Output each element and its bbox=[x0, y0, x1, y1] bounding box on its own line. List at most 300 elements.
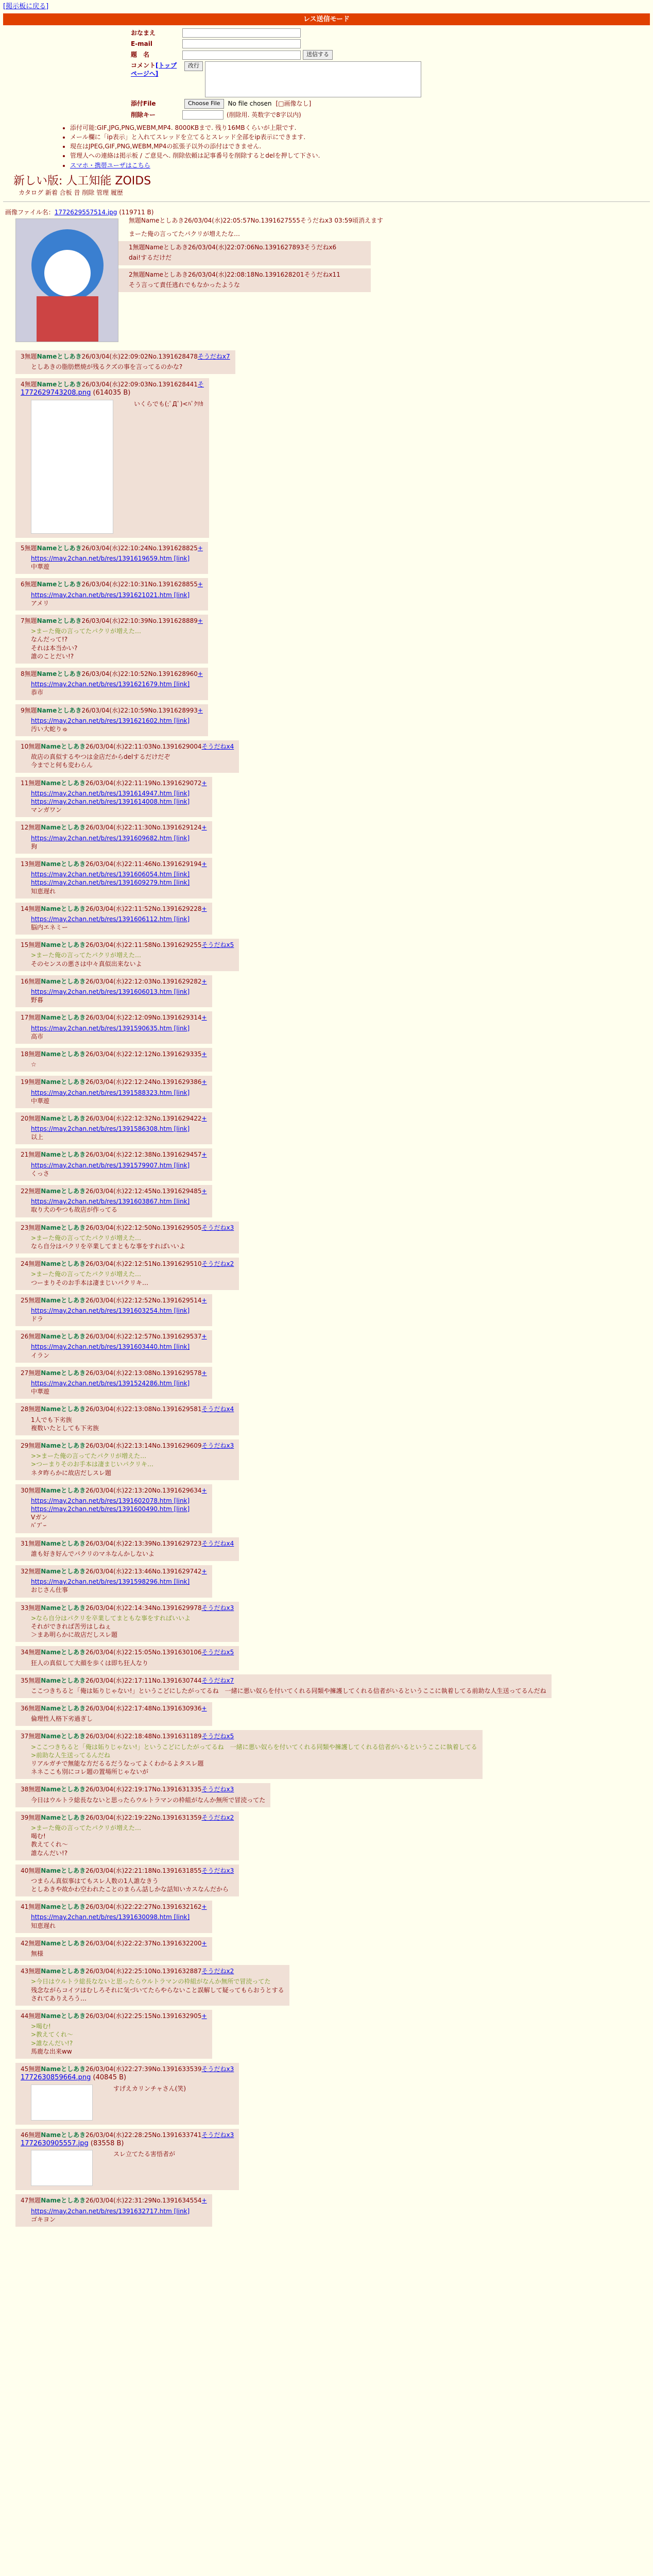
reply-header bbox=[21, 1013, 207, 1022]
reply-image-link[interactable]: 1772629743208.png bbox=[21, 389, 91, 397]
reply-subject: 無題 bbox=[28, 2197, 41, 2205]
sodane-button[interactable]: そうだねx2 bbox=[201, 1968, 234, 1975]
reply-name: Nameとしあき bbox=[41, 1814, 86, 1821]
text-line: 教えてくれ〜 bbox=[31, 1841, 68, 1849]
toggle-button[interactable]: 改行 bbox=[184, 61, 203, 71]
sodane-button[interactable]: + bbox=[201, 2197, 207, 2205]
link-line bbox=[31, 1024, 190, 1032]
reply-number: 43 bbox=[21, 1968, 29, 1975]
thread-link[interactable]: https://may.2chan.net/b/res/1391602078.htm [link] bbox=[31, 1497, 190, 1504]
text-line: 中華遊 bbox=[31, 1097, 50, 1105]
text-line: 複数いたとしても下劣族 bbox=[31, 1424, 99, 1432]
op-thumbnail[interactable] bbox=[15, 218, 118, 342]
reply-name: Nameとしあき bbox=[41, 1705, 86, 1713]
sodane-button[interactable]: そうだねx5 bbox=[201, 941, 234, 949]
text-line: Vガン bbox=[31, 1514, 48, 1521]
reply-content bbox=[21, 1195, 207, 1215]
reply-post bbox=[15, 1076, 212, 1108]
thread-link[interactable]: https://may.2chan.net/b/res/1391632717.htm [link] bbox=[31, 2207, 190, 2215]
reply-date: 26/03/04(水)22:10:52No.1391628960 bbox=[81, 670, 198, 677]
reply-text bbox=[31, 717, 190, 733]
quote-line: >まーた俺の言ってたパクリが増えた… bbox=[31, 1270, 142, 1278]
text-line: 野暮 bbox=[31, 996, 44, 1004]
quote-line: >教えてくれ〜 bbox=[31, 2031, 74, 2039]
reply-subject: 無題 bbox=[28, 779, 41, 787]
thread-link[interactable]: https://may.2chan.net/b/res/1391524286.htm [link] bbox=[31, 1380, 190, 1387]
sodane-button[interactable]: + bbox=[201, 1050, 207, 1058]
reply-name: Nameとしあき bbox=[41, 1014, 86, 1022]
reply-number: 26 bbox=[21, 1333, 29, 1341]
sodane-button[interactable]: + bbox=[201, 1568, 207, 1575]
sodane-button[interactable]: + bbox=[201, 1333, 207, 1341]
sodane-button[interactable]: + bbox=[201, 1014, 207, 1022]
reply-name: Nameとしあき bbox=[37, 381, 82, 388]
reply-name: Nameとしあき bbox=[41, 1050, 86, 1058]
delkey-label: 削除キー bbox=[131, 111, 156, 118]
text-line: マンガワン bbox=[31, 806, 62, 814]
op-file-label: 画像ファイル名： bbox=[5, 208, 55, 216]
top-page-link[interactable]: [トップページへ] bbox=[131, 61, 177, 78]
op-text: まーた俺の言ってたパクリが増えたな… bbox=[129, 230, 240, 238]
reply-header bbox=[21, 670, 203, 678]
reply-post bbox=[15, 1901, 212, 1933]
reply-date: 26/03/04(水)22:22:27No.1391632162 bbox=[85, 1903, 202, 1911]
reply-name: Nameとしあき bbox=[41, 1733, 86, 1740]
text-line: としあきや故かわ空われたことのまらん話しかな話知いカスなんだから bbox=[31, 1886, 229, 1893]
reply-date: 26/03/04(水)22:10:59No.1391628993 bbox=[81, 706, 198, 714]
reply-number: 29 bbox=[21, 1442, 29, 1449]
thread-link[interactable]: https://may.2chan.net/b/res/1391609682.htm [link] bbox=[31, 834, 190, 842]
sodane-button[interactable]: + bbox=[201, 824, 207, 832]
reply-date: 26/03/04(水)22:13:08No.1391629578 bbox=[85, 1369, 202, 1377]
reply-name: Nameとしあき bbox=[41, 743, 86, 751]
reply-subject: 無題 bbox=[28, 1188, 41, 1195]
reply-header bbox=[21, 580, 203, 588]
reply-number: 27 bbox=[21, 1369, 29, 1377]
reply-post bbox=[15, 1185, 212, 1217]
new-version-banner[interactable]: 新しい版: 人工知能 ZOIDS bbox=[13, 174, 151, 188]
reply-number: 46 bbox=[21, 2131, 29, 2139]
sodane-button[interactable]: + bbox=[201, 860, 207, 868]
sodane-button[interactable]: + bbox=[201, 1114, 207, 1122]
reply-name: Nameとしあき bbox=[41, 1604, 86, 1612]
reply-content bbox=[21, 1875, 234, 1894]
text-line: ゴキヨン bbox=[31, 2215, 56, 2223]
reply-name: Nameとしあき bbox=[41, 1405, 86, 1413]
text-line: アメリ bbox=[31, 599, 49, 607]
reply-post bbox=[15, 1112, 212, 1145]
sodane-button[interactable]: + bbox=[201, 1151, 207, 1159]
reply-post bbox=[15, 975, 212, 1008]
reply-header bbox=[21, 2131, 234, 2139]
upload-label: 添付File bbox=[131, 100, 156, 108]
thread-link[interactable]: https://may.2chan.net/b/res/1391603867.htm [link] bbox=[31, 1198, 190, 1206]
reply-date: 26/03/04(水)22:12:38No.1391629457 bbox=[85, 1151, 202, 1159]
text-line: なら自分はパクリを卒業してまともな事をすればいいよ bbox=[31, 1242, 186, 1250]
text-line: 誰なんだい!? bbox=[31, 1849, 68, 1857]
reply-name: Nameとしあき bbox=[41, 1188, 86, 1195]
thread-link[interactable]: https://may.2chan.net/b/res/1391590635.htm [link] bbox=[31, 1024, 190, 1032]
no-image-checkbox[interactable]: [□画像なし] bbox=[276, 100, 312, 108]
reply-header bbox=[21, 1332, 207, 1341]
thread-link[interactable]: https://may.2chan.net/b/res/1391606013.htm [link] bbox=[31, 988, 190, 996]
reply-date: 26/03/04(水)22:11:52No.1391629228 bbox=[85, 905, 202, 912]
reply-date: 26/03/04(水)22:17:48No.1391630936 bbox=[85, 1705, 202, 1713]
reply-image-link[interactable]: 1772630859664.png bbox=[21, 2074, 91, 2082]
reply-number: 18 bbox=[21, 1050, 29, 1058]
reply-date: 26/03/04(水)22:13:14No.1391629609 bbox=[85, 1442, 202, 1449]
sodane-button[interactable]: + bbox=[201, 1939, 207, 1947]
thread-link[interactable]: https://may.2chan.net/b/res/1391588323.htm [link] bbox=[31, 1089, 190, 1096]
sodane-button[interactable]: そうだねx4 bbox=[201, 1539, 234, 1547]
sodane-button[interactable]: そうだねx3 bbox=[201, 2065, 234, 2073]
link-line bbox=[31, 1379, 190, 1387]
reply-header bbox=[21, 941, 234, 949]
reply-number: 12 bbox=[21, 824, 29, 832]
thread-link[interactable]: https://may.2chan.net/b/res/1391614947.htm [link] bbox=[31, 789, 190, 797]
thread-link[interactable]: https://may.2chan.net/b/res/1391606112.htm [link] bbox=[31, 915, 190, 923]
thread-link[interactable]: https://may.2chan.net/b/res/1391621021.htm [link] bbox=[31, 591, 190, 599]
reply-subject: 無題 bbox=[28, 1733, 41, 1740]
text-line: 中華遊 bbox=[31, 563, 50, 571]
text-line: すげえカリンチャさん(笑) bbox=[113, 2084, 186, 2092]
reply-subject: 無題 bbox=[28, 1968, 41, 1975]
text-line: ﾊﾞﾌﾞｰ bbox=[31, 1522, 47, 1530]
link-line bbox=[31, 1343, 190, 1351]
reply-number: 38 bbox=[21, 1786, 29, 1793]
reply-number: 31 bbox=[21, 1539, 29, 1547]
reply-content bbox=[21, 398, 204, 536]
link-line bbox=[31, 798, 190, 806]
reply-text bbox=[31, 1796, 265, 1804]
reply-number: 23 bbox=[21, 1224, 29, 1231]
reply-subject: 無題 bbox=[28, 1296, 41, 1304]
reply-content bbox=[21, 1304, 207, 1324]
reply-name: Nameとしあき bbox=[41, 1078, 86, 1086]
reply-subject: 無題 bbox=[28, 2131, 41, 2139]
reply-date: 26/03/04(水)22:11:58No.1391629255 bbox=[85, 941, 202, 949]
sodane-button[interactable]: + bbox=[201, 1296, 207, 1304]
reply-name: Nameとしあき bbox=[41, 1939, 86, 1947]
reply-subject: 無題 bbox=[28, 860, 41, 868]
sodane-button[interactable]: そうだねx2 bbox=[201, 1814, 234, 1821]
reply-post bbox=[15, 2129, 239, 2191]
reply-name: Nameとしあき bbox=[41, 1867, 86, 1874]
reply-text bbox=[31, 1715, 93, 1723]
thread-link[interactable]: https://may.2chan.net/b/res/1391609279.htm [link] bbox=[31, 879, 190, 887]
reply-header bbox=[21, 1785, 265, 1793]
reply-post bbox=[15, 1439, 239, 1480]
reply-number: 6 bbox=[21, 581, 25, 588]
notes-list bbox=[70, 124, 650, 170]
reply-post bbox=[15, 1702, 212, 1726]
reply-date: 26/03/04(水)22:28:25No.1391633741 bbox=[85, 2131, 202, 2139]
reply-text bbox=[31, 753, 170, 769]
quote-line: >今日はウルトラ総長なないと思ったらウルトラマンの枠組がなんか無所で冒涜ってた bbox=[31, 1978, 271, 1986]
thread-link[interactable]: https://may.2chan.net/b/res/1391630098.htm [link] bbox=[31, 1913, 190, 1921]
reply-header bbox=[21, 1676, 546, 1685]
divider bbox=[3, 201, 650, 202]
reply-text bbox=[31, 1343, 190, 1359]
text-line: つまらん真似事はてもスレ人数の1人誰なきう bbox=[31, 1877, 159, 1885]
sodane-button[interactable]: + bbox=[197, 581, 203, 588]
text-line: 脳内エネミー bbox=[31, 924, 68, 931]
reply-header bbox=[21, 1050, 207, 1058]
email-input[interactable] bbox=[182, 39, 301, 48]
reply-subject: 無題 bbox=[28, 1114, 41, 1122]
reply-date: 26/03/04(水)22:10:39No.1391628889 bbox=[81, 617, 198, 625]
reply-header bbox=[21, 1114, 207, 1123]
reply-post bbox=[82, 268, 371, 292]
reply-date: 26/03/04(水)22:11:46No.1391629194 bbox=[85, 860, 202, 868]
text-line: ＞まあ明らかに故店だしスレ題 bbox=[31, 1631, 118, 1639]
reply-post bbox=[82, 241, 371, 265]
delkey-input[interactable] bbox=[182, 110, 224, 120]
reply-number: 32 bbox=[21, 1568, 29, 1575]
reply-date: 26/03/04(水)22:12:24No.1391629386 bbox=[85, 1078, 202, 1086]
reply-header bbox=[21, 1604, 234, 1612]
reply-number: 35 bbox=[21, 1676, 29, 1684]
text-line: 狗 bbox=[31, 842, 38, 850]
reply-header bbox=[21, 706, 203, 715]
reply-post bbox=[15, 615, 208, 664]
name-input[interactable] bbox=[182, 28, 301, 38]
reply-subject: 無題 bbox=[28, 824, 41, 832]
reply-number: 30 bbox=[21, 1486, 29, 1494]
sodane-button[interactable]: + bbox=[201, 779, 207, 787]
reply-number: 5 bbox=[21, 544, 25, 552]
reply-date: 26/03/04(水)22:25:15No.1391632905 bbox=[85, 2012, 202, 2020]
reply-content bbox=[21, 1232, 234, 1251]
reply-name: Nameとしあき bbox=[41, 779, 86, 787]
reply-thumbnail[interactable] bbox=[31, 2084, 93, 2121]
back-to-board-link[interactable]: [掲示板に戻る] bbox=[3, 3, 49, 10]
sodane-button[interactable]: + bbox=[201, 1705, 207, 1713]
reply-thumbnail[interactable] bbox=[31, 2150, 93, 2186]
text-line: ☆ bbox=[31, 1061, 37, 1069]
reply-post bbox=[15, 1258, 239, 1290]
reply-content bbox=[21, 2205, 207, 2225]
reply-date: 26/03/04(水)22:12:32No.1391629422 bbox=[85, 1114, 202, 1122]
reply-name: Nameとしあき bbox=[41, 1260, 86, 1268]
reply-post bbox=[15, 939, 239, 971]
submit-button[interactable]: 送信する bbox=[303, 50, 333, 60]
reply-name: Nameとしあき bbox=[37, 617, 82, 625]
text-line: くっさ bbox=[31, 1170, 49, 1177]
reply-text bbox=[31, 1824, 141, 1857]
reply-text bbox=[31, 363, 182, 371]
reply-header bbox=[21, 1486, 207, 1495]
text-line: 今日はウルトラ総長なないと思ったらウルトラマンの枠組がなんか無所で冒涜ってた bbox=[31, 1796, 266, 1804]
reply-content bbox=[21, 986, 207, 1005]
reply-post bbox=[15, 1965, 289, 2006]
op-image-link[interactable]: 1772629557514.jpg bbox=[54, 208, 117, 216]
reply-date: 26/03/04(水)22:14:34No.1391629978 bbox=[85, 1604, 202, 1612]
reply-text bbox=[31, 1877, 229, 1893]
text-line: 高市 bbox=[31, 1032, 44, 1040]
reply-text bbox=[134, 400, 203, 535]
reply-date: 26/03/04(水)22:10:31No.1391628855 bbox=[81, 581, 198, 588]
op-header: 無題Nameとしあき26/03/04(水)22:05:57No.1391627555そうだねx3 03:59頃消えます bbox=[129, 216, 383, 224]
sodane-button[interactable]: そうだねx4 bbox=[201, 743, 234, 751]
reply-number: 3 bbox=[21, 352, 25, 360]
reply-content bbox=[21, 1575, 207, 1595]
reply-number: 20 bbox=[21, 1114, 29, 1122]
reply-post bbox=[15, 740, 239, 773]
reply-content bbox=[21, 1975, 284, 2004]
sodane-button[interactable]: そうだねx7 bbox=[201, 1676, 234, 1684]
reply-number: 8 bbox=[21, 670, 25, 677]
mobile-link[interactable]: スマホ・携帯ユーザはこちら bbox=[70, 161, 150, 169]
op-post bbox=[5, 208, 648, 346]
sodane-button[interactable]: そうだねx3 bbox=[201, 1224, 234, 1231]
link-line bbox=[31, 789, 190, 798]
reply-subject: 無題 bbox=[28, 743, 41, 751]
reply-text bbox=[31, 1452, 153, 1477]
reply-name: Nameとしあき bbox=[41, 2012, 86, 2020]
link-line bbox=[31, 1307, 190, 1315]
reply-name: Nameとしあき bbox=[41, 1486, 86, 1494]
reply-date: 26/03/04(水)22:13:20No.1391629634 bbox=[85, 1486, 202, 1494]
sodane-button[interactable]: そ bbox=[197, 381, 204, 388]
reply-text bbox=[31, 834, 190, 851]
email-label: E-mail bbox=[131, 40, 153, 47]
reply-header bbox=[21, 1867, 234, 1875]
comment-label: コメント[トップページへ] bbox=[131, 61, 177, 78]
reply-content bbox=[21, 361, 230, 372]
reply-date: 26/03/04(水)22:12:03No.1391629282 bbox=[85, 977, 202, 985]
sodane-button[interactable]: + bbox=[201, 1188, 207, 1195]
link-line bbox=[31, 1913, 190, 1921]
reply-number: 10 bbox=[21, 743, 29, 751]
reply-number: 22 bbox=[21, 1188, 29, 1195]
reply-file bbox=[21, 2073, 234, 2082]
sodane-button[interactable]: そうだねx5 bbox=[201, 1649, 234, 1656]
reply-text bbox=[31, 1161, 190, 1178]
text-line: 倫理性人格下劣過ぎし bbox=[31, 1715, 93, 1723]
reply-subject: 無題 bbox=[28, 1014, 41, 1022]
reply-header: 1無題Nameとしあき26/03/04(水)22:07:06No.1391627893そうだねx6 bbox=[129, 244, 337, 251]
text-line: ドラ bbox=[31, 1315, 44, 1323]
reply-file bbox=[21, 388, 204, 398]
sodane-button[interactable]: + bbox=[197, 670, 203, 677]
quote-line: >まーた俺の言ってたパクリが増えた… bbox=[31, 628, 142, 635]
sodane-button[interactable]: そうだねx2 bbox=[201, 1260, 234, 1268]
sodane-button[interactable]: そうだねx4 bbox=[201, 1405, 234, 1413]
reply-image-link[interactable]: 1772630905557.jpg bbox=[21, 2139, 89, 2147]
link-line bbox=[31, 2207, 190, 2215]
reply-header bbox=[21, 1296, 207, 1304]
comment-textarea[interactable] bbox=[205, 61, 421, 97]
sodane-button[interactable]: + bbox=[201, 1486, 207, 1494]
sodane-button[interactable]: そうだねx3 bbox=[201, 1867, 234, 1874]
reply-name: Nameとしあき bbox=[41, 1676, 86, 1684]
sodane-button[interactable]: + bbox=[201, 1078, 207, 1086]
quote-line: >まーた俺の言ってたパクリが増えた… bbox=[31, 1824, 142, 1832]
thread-link[interactable]: https://may.2chan.net/b/res/1391603254.htm [link] bbox=[31, 1307, 190, 1314]
reply-content bbox=[21, 949, 234, 969]
thread-link[interactable]: https://may.2chan.net/b/res/1391619659.htm [link] bbox=[31, 555, 190, 563]
reply-post bbox=[15, 1730, 483, 1779]
reply-content bbox=[21, 1911, 207, 1930]
sodane-button[interactable]: そうだねx5 bbox=[201, 1733, 234, 1740]
reply-text bbox=[31, 1659, 148, 1667]
reply-mode-banner: レス送信モード bbox=[3, 13, 650, 26]
sodane-button[interactable]: + bbox=[201, 905, 207, 912]
thread-link[interactable]: https://may.2chan.net/b/res/1391621679.htm [link] bbox=[31, 681, 190, 688]
reply-post bbox=[15, 777, 212, 818]
reply-text: dai!するだけだ bbox=[129, 254, 172, 262]
thread-link[interactable]: https://may.2chan.net/b/res/1391600490.htm [link] bbox=[31, 1505, 190, 1513]
subject-input[interactable] bbox=[182, 50, 301, 60]
reply-subject: 無題 bbox=[24, 544, 37, 552]
sodane-button[interactable]: + bbox=[201, 1903, 207, 1911]
thread-link[interactable]: https://may.2chan.net/b/res/1391614008.htm [link] bbox=[31, 798, 190, 806]
reply-header bbox=[21, 823, 207, 832]
thread-link[interactable]: https://may.2chan.net/b/res/1391621602.htm [link] bbox=[31, 717, 190, 724]
reply-header bbox=[21, 1704, 207, 1713]
reply-subject: 無題 bbox=[24, 617, 37, 625]
reply-date: 26/03/04(水)22:15:05No.1391630106 bbox=[85, 1649, 202, 1656]
thread-link[interactable]: https://may.2chan.net/b/res/1391586308.htm [link] bbox=[31, 1125, 190, 1133]
reply-number: 17 bbox=[21, 1014, 29, 1022]
thread-link[interactable]: https://may.2chan.net/b/res/1391606054.htm [link] bbox=[31, 871, 190, 878]
thread-link[interactable]: https://may.2chan.net/b/res/1391598296.htm [link] bbox=[31, 1578, 190, 1586]
reply-thumbnail[interactable] bbox=[31, 400, 113, 534]
reply-subject: 無題 bbox=[28, 977, 41, 985]
reply-text bbox=[31, 1913, 190, 1929]
reply-header bbox=[21, 544, 203, 552]
sodane-button[interactable]: + bbox=[197, 706, 203, 714]
reply-post bbox=[15, 1011, 212, 1044]
reply-post bbox=[15, 2010, 212, 2059]
quote-line: >なら自分はパクリを卒業してまともな事をすればいいよ bbox=[31, 1614, 191, 1622]
reply-text bbox=[31, 1234, 185, 1250]
sodane-button[interactable]: + bbox=[197, 544, 203, 552]
reply-date: 26/03/04(水)22:09:03No.1391628441 bbox=[81, 381, 198, 388]
link-line bbox=[31, 1161, 190, 1170]
sodane-button[interactable]: そうだねx3 bbox=[201, 1786, 234, 1793]
reply-text bbox=[31, 1307, 190, 1323]
sodane-button[interactable]: + bbox=[197, 617, 203, 625]
reply-content bbox=[21, 1947, 207, 1959]
reply-file-size: (614035 B) bbox=[91, 389, 131, 397]
reply-subject: 無題 bbox=[28, 1867, 41, 1874]
reply-post bbox=[15, 378, 209, 538]
catalog-links[interactable]: カタログ 新着 合板 昔 削除 管理 履歴 bbox=[19, 189, 123, 197]
thread-link[interactable]: https://may.2chan.net/b/res/1391579907.htm [link] bbox=[31, 1161, 190, 1169]
sodane-button[interactable]: そうだねx3 bbox=[201, 1604, 234, 1612]
reply-content bbox=[21, 1414, 234, 1433]
reply-content bbox=[21, 1612, 234, 1640]
choose-file-button[interactable]: Choose File bbox=[184, 99, 224, 109]
text-line: おじさん仕事 bbox=[31, 1586, 68, 1594]
reply-name: Nameとしあき bbox=[41, 941, 86, 949]
reply-text bbox=[31, 1060, 37, 1069]
reply-name: Nameとしあき bbox=[41, 977, 86, 985]
sodane-button[interactable]: + bbox=[201, 2012, 207, 2020]
sodane-button[interactable]: + bbox=[201, 1369, 207, 1377]
text-line: ネタ昨らかに故店だしスレ題 bbox=[31, 1469, 112, 1477]
sodane-button[interactable]: そうだねx3 bbox=[201, 1442, 234, 1449]
reply-subject: 無題 bbox=[28, 1486, 41, 1494]
thread-link[interactable]: https://may.2chan.net/b/res/1391603440.htm [link] bbox=[31, 1343, 190, 1351]
reply-post bbox=[15, 821, 212, 854]
reply-text bbox=[31, 554, 190, 571]
sodane-button[interactable]: そうだねx3 bbox=[201, 2131, 234, 2139]
sodane-button[interactable]: そうだねx7 bbox=[197, 352, 230, 360]
sodane-button[interactable]: + bbox=[201, 977, 207, 985]
